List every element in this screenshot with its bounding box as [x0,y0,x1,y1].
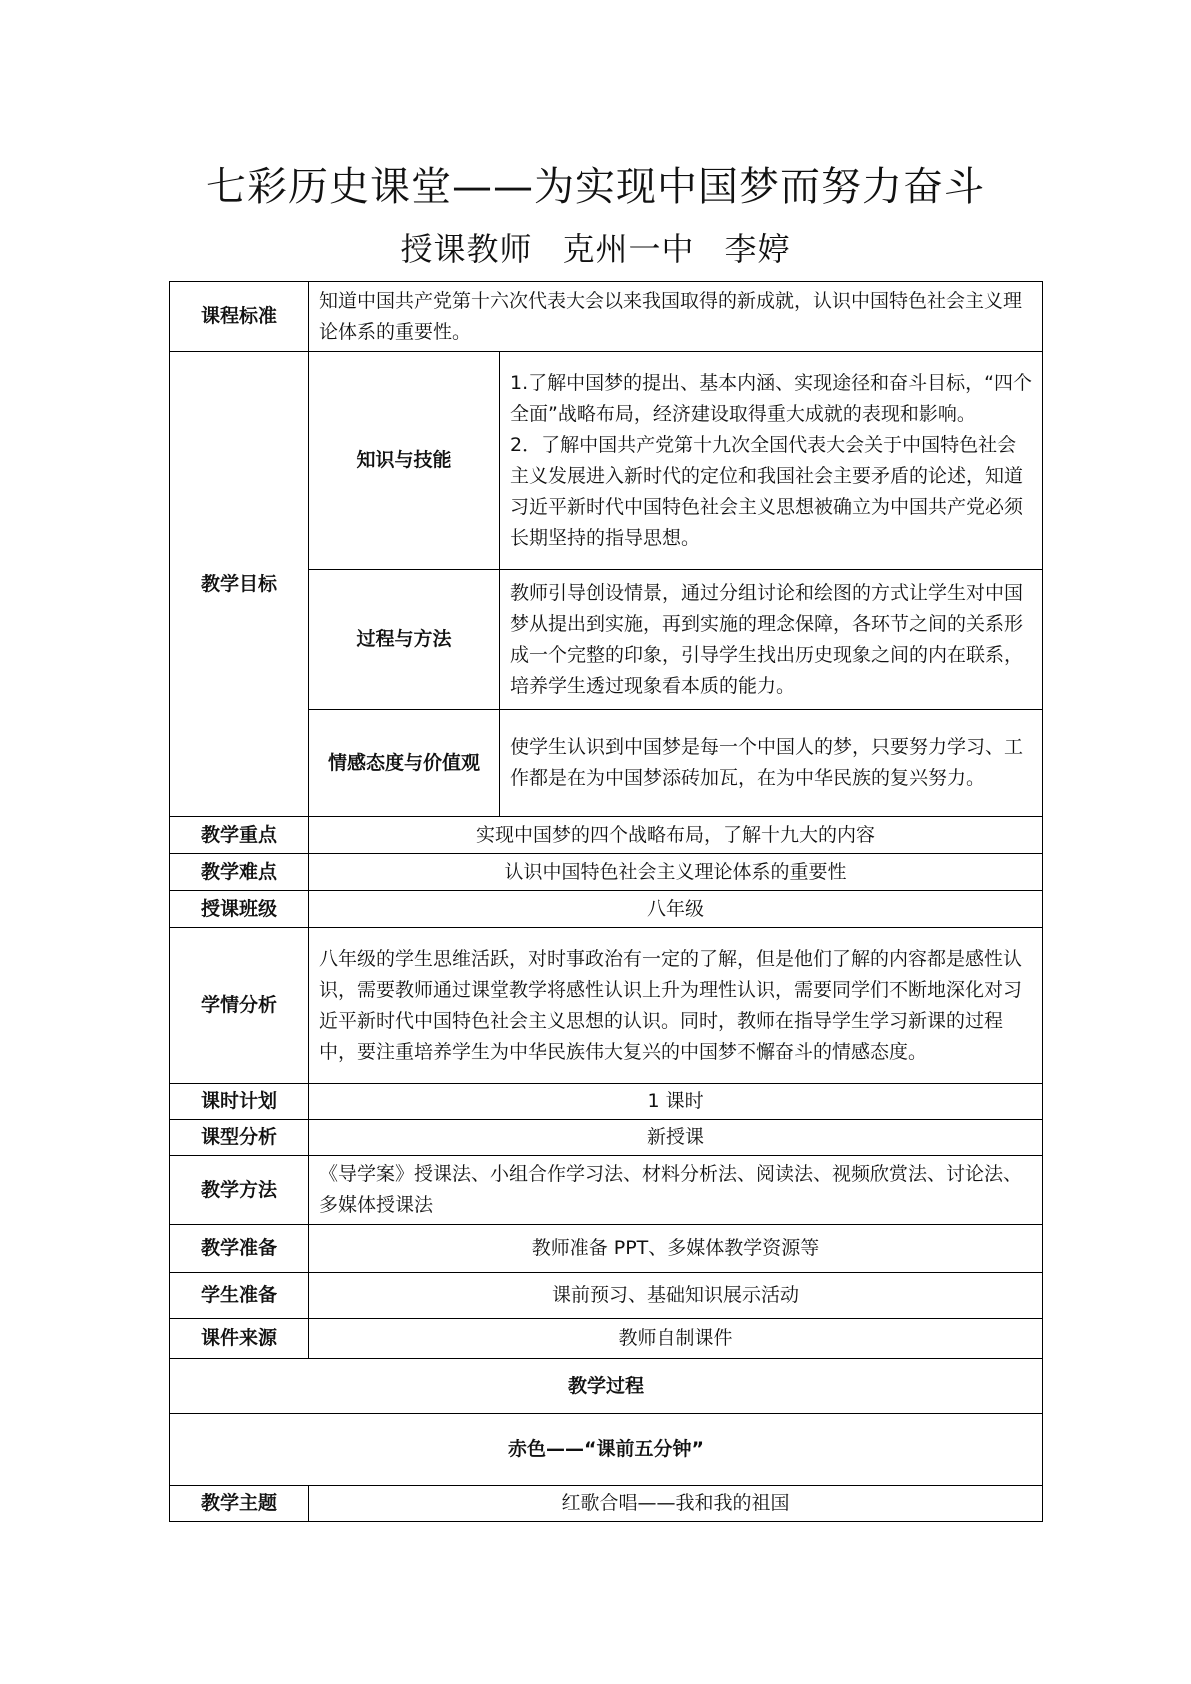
difficulty-label: 教学难点 [170,854,309,891]
row-analysis [170,928,1043,1084]
row-hours [170,1084,1043,1120]
hours-value: 1 课时 [309,1084,1043,1120]
row-courseware [170,1319,1043,1359]
grade-value: 八年级 [309,891,1043,928]
standard-value: 知道中国共产党第十六次代表大会以来我国取得的新成就，认识中国特色社会主义理论体系的重要性。 [309,282,1043,352]
lesson-plan-table [169,281,1043,1522]
row-section-heading [170,1414,1043,1486]
teacher-name: 李婷 [724,230,791,268]
section-heading: 赤色——“课前五分钟” [170,1414,1043,1486]
emotion-label: 情感态度与价值观 [309,710,500,817]
theme-value: 红歌合唱——我和我的祖国 [309,1486,1043,1522]
process-label: 过程与方法 [309,570,500,710]
methods-value: 《导学案》授课法、小组合作学习法、材料分析法、阅读法、视频欣赏法、讨论法、多媒体授课法 [309,1156,1043,1225]
hours-label: 课时计划 [170,1084,309,1120]
lesson-type-value: 新授课 [309,1120,1043,1156]
row-objective-knowledge [170,352,1043,570]
key-point-value: 实现中国梦的四个战略布局，了解十九大的内容 [309,817,1043,854]
difficulty-value: 认识中国特色社会主义理论体系的重要性 [309,854,1043,891]
row-teacher-prep [170,1225,1043,1273]
row-lesson-type [170,1120,1043,1156]
row-difficulty [170,854,1043,891]
page-subtitle [0,228,1191,270]
process-value: 教师引导创设情景，通过分组讨论和绘图的方式让学生对中国梦从提出到实施，再到实施的理念保障，各环节之间的关系形成一个完整的印象，引导学生找出历史现象之间的内在联系，培养学生透过现象看本质的能力。 [500,570,1043,710]
process-heading: 教学过程 [170,1359,1043,1414]
row-student-prep [170,1273,1043,1319]
teacher-label: 授课教师 [400,230,533,268]
teacher-prep-value: 教师准备 PPT、多媒体教学资源等 [309,1225,1043,1273]
row-key-point [170,817,1043,854]
row-standard [170,282,1043,352]
student-prep-label: 学生准备 [170,1273,309,1319]
knowledge-item-2: 2．了解中国共产党第十九次全国代表大会关于中国特色社会主义发展进入新时代的定位和我国社会主要矛盾的论述，知道习近平新时代中国特色社会主义思想被确立为中国共产党必须长期坚持的指导思想。 [510,433,1024,549]
page-title: 七彩历史课堂——为实现中国梦而努力奋斗 [206,164,985,210]
analysis-value: 八年级的学生思维活跃，对时事政治有一定的了解，但是他们了解的内容都是感性认识，需要教师通过课堂教学将感性认识上升为理性认识，需要同学们不断地深化对习近平新时代中国特色社会主义思想的认识。同时，教师在指导学生学习新课的过程中，要注重培养学生为中华民族伟大复兴的中国梦不懈奋斗的情感态度。 [309,928,1043,1084]
grade-label: 授课班级 [170,891,309,928]
knowledge-label: 知识与技能 [309,352,500,570]
teacher-prep-label: 教学准备 [170,1225,309,1273]
row-process-heading [170,1359,1043,1414]
key-point-label: 教学重点 [170,817,309,854]
row-methods [170,1156,1043,1225]
knowledge-value [500,352,1043,570]
emotion-value: 使学生认识到中国梦是每一个中国人的梦，只要努力学习、工作都是在为中国梦添砖加瓦，在为中华民族的复兴努力。 [500,710,1043,817]
lesson-type-label: 课型分析 [170,1120,309,1156]
courseware-label: 课件来源 [170,1319,309,1359]
row-theme [170,1486,1043,1522]
objectives-label: 教学目标 [170,352,309,817]
student-prep-value: 课前预习、基础知识展示活动 [309,1273,1043,1319]
analysis-label: 学情分析 [170,928,309,1084]
school-name: 克州一中 [562,230,695,268]
methods-label: 教学方法 [170,1156,309,1225]
row-grade [170,891,1043,928]
courseware-value: 教师自制课件 [309,1319,1043,1359]
knowledge-item-1: 1.了解中国梦的提出、基本内涵、实现途径和奋斗目标，“四个全面”战略布局，经济建设取得重大成就的表现和影响。 [510,371,1032,425]
theme-label: 教学主题 [170,1486,309,1522]
standard-label: 课程标准 [170,282,309,352]
